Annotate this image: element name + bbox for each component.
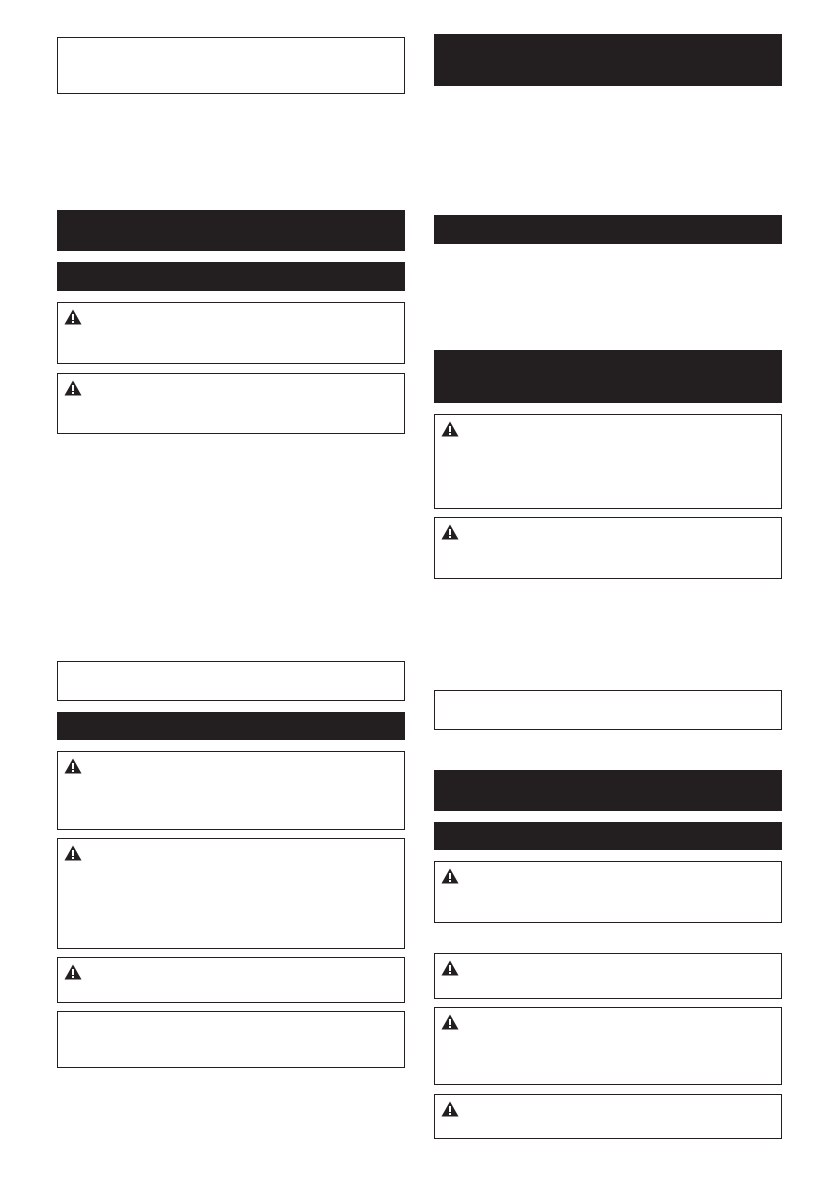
warning-triangle-icon (64, 845, 82, 861)
warning-box (434, 414, 782, 509)
warning-triangle-icon (441, 960, 459, 976)
subsection-heading (57, 712, 405, 740)
section-heading (434, 34, 782, 86)
warning-box (57, 751, 405, 830)
section-heading (434, 770, 782, 811)
left-column (57, 0, 405, 1191)
section-heading (57, 210, 405, 251)
warning-triangle-icon (441, 868, 459, 884)
subsection-heading (57, 262, 405, 291)
warning-box (434, 1007, 782, 1085)
warning-triangle-icon (64, 758, 82, 774)
warning-triangle-icon (441, 1101, 459, 1117)
warning-box (434, 861, 782, 923)
warning-triangle-icon (64, 964, 82, 980)
warning-box (434, 517, 782, 579)
subsection-heading (434, 215, 782, 244)
warning-triangle-icon (441, 421, 459, 437)
right-column (434, 0, 782, 1191)
warning-triangle-icon (441, 524, 459, 540)
warning-box (434, 953, 782, 999)
warning-box (57, 957, 405, 1003)
note-box (57, 37, 405, 94)
warning-triangle-icon (64, 380, 82, 396)
note-box (434, 690, 782, 730)
note-box (57, 1011, 405, 1068)
note-box (57, 661, 405, 701)
warning-triangle-icon (64, 309, 82, 325)
warning-box (57, 302, 405, 364)
section-heading (434, 350, 782, 403)
warning-box (57, 373, 405, 434)
warning-box (57, 838, 405, 949)
warning-box (434, 1094, 782, 1139)
subsection-heading (434, 822, 782, 850)
warning-triangle-icon (441, 1014, 459, 1030)
